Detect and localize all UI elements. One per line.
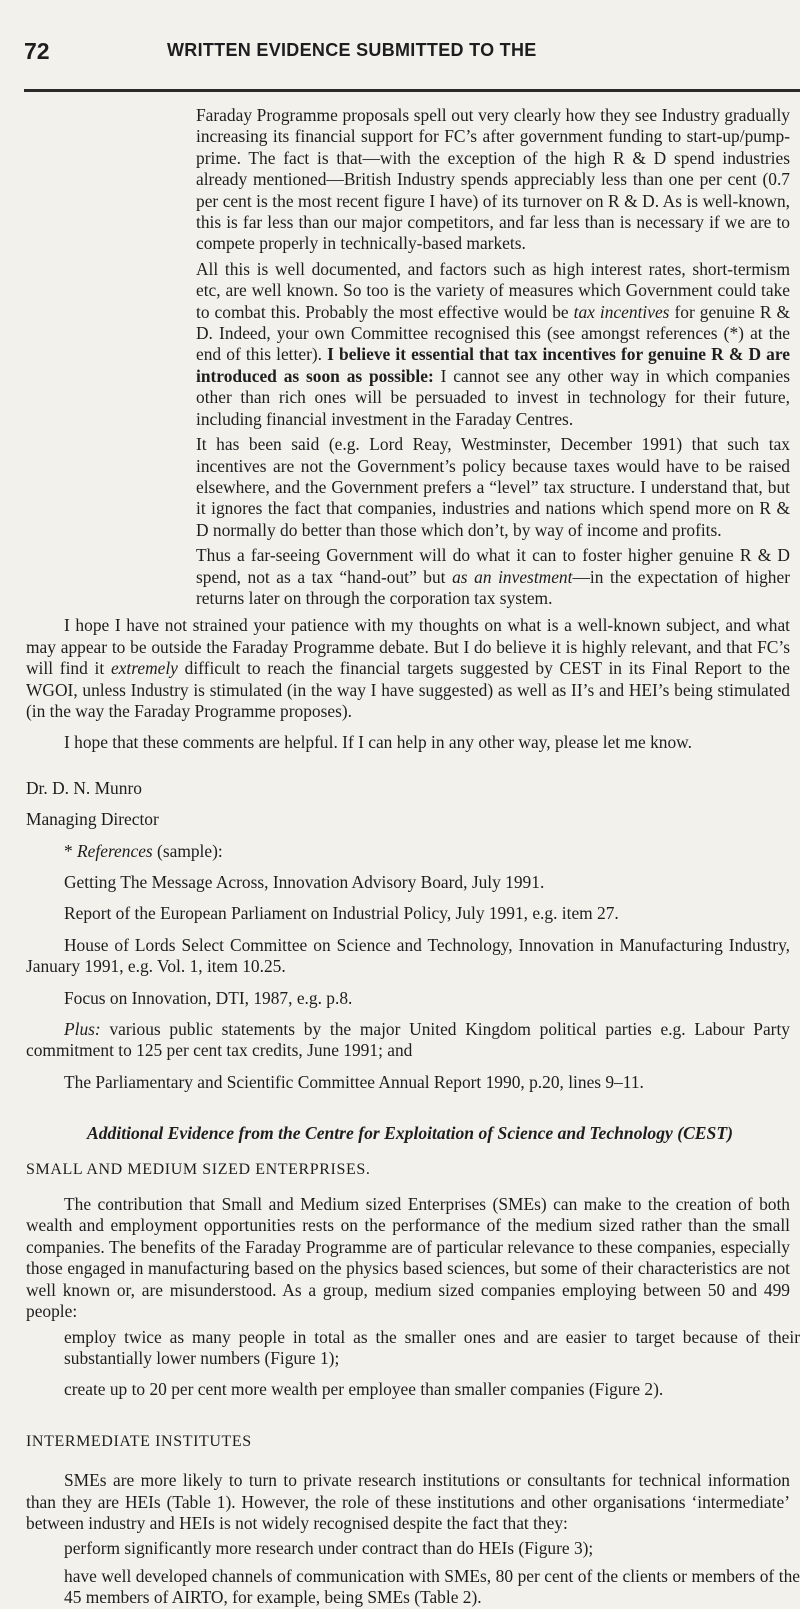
paragraph-government-policy: It has been said (e.g. Lord Reay, Westminster, December 1991) that such tax incentives are not the Government’s policy because taxes would have to be raised elsewhere, and the Government prefers a “level” tax structure. I understand that, but it ignores the fact that companies, industries and nations which spend more on R & D normally do better than those which don’t, by way of income and profits. bbox=[196, 434, 790, 540]
references-label: References bbox=[77, 840, 153, 861]
running-head: WRITTEN EVIDENCE SUBMITTED TO THE bbox=[167, 40, 537, 60]
reference-item: The Parliamentary and Scientific Committee Annual Report 1990, p.20, lines 9–11. bbox=[64, 1071, 644, 1092]
text-run: various public statements by the major United Kingdom political parties e.g. Labour Party commitment to 125 per cent tax credits, June 1991; and bbox=[26, 1019, 790, 1061]
signature-name: Dr. D. N. Munro bbox=[26, 777, 142, 798]
reference-item: Report of the European Parliament on Industrial Policy, July 1991, e.g. item 27. bbox=[64, 903, 619, 924]
cest-heading: Additional Evidence from the Centre for Exploitation of Science and Technology (CEST) bbox=[87, 1123, 733, 1144]
sme-heading: SMALL AND MEDIUM SIZED ENTERPRISES. bbox=[26, 1160, 371, 1178]
text-run: All this is well documented, and factors such as high interest rates, short-termism etc, are well known. So too is the variety of measures which Government could take to combat this. Probably the most effective would be bbox=[196, 258, 790, 322]
emphasis-extremely: extremely bbox=[110, 658, 178, 679]
text-run: Thus a far-seeing Government will do what it can to foster higher genuine R & D spend, not as a tax “hand-out” but bbox=[196, 545, 790, 587]
paragraph-far-seeing bbox=[0, 545, 800, 609]
plus-label: Plus: bbox=[64, 1019, 101, 1040]
emphasis-tax-incentives: tax incentives bbox=[573, 301, 670, 322]
intermediate-bullet: have well developed channels of communication with SMEs, 80 per cent of the clients or members of the 45 members of AIRTO, for example, being SMEs (Table 2). bbox=[64, 1565, 800, 1608]
intermediate-bullet: perform significantly more research under contract than do HEIs (Figure 3); bbox=[64, 1538, 594, 1559]
page-number: 72 bbox=[24, 38, 50, 64]
page-body bbox=[0, 105, 800, 1609]
emphasis-essential: I believe it essential that tax incentives for genuine R & D are introduced as soon as possible: bbox=[196, 344, 790, 386]
text-run: I hope I have not strained your patience with my thoughts on what is a well-known subject, and what may appear to be outside the Faraday Programme debate. But I do believe it is highly relevant, and that FC’s will find it bbox=[26, 615, 790, 679]
header-rule bbox=[24, 89, 800, 92]
text-run: (sample): bbox=[152, 840, 223, 861]
signature-title: Managing Director bbox=[26, 809, 159, 830]
sme-bullet: create up to 20 per cent more wealth per employee than smaller companies (Figure 2). bbox=[64, 1379, 664, 1400]
text-run: difficult to reach the financial targets suggested by CEST in its Final Report to the WGOI, unless Industry is stimulated (in the way I have suggested) as well as II’s and HEI’s being stimulated (in the way the Faraday Programme proposes). bbox=[26, 658, 790, 721]
text-run: for genuine R & D. Indeed, your own Committee recognised this (see amongst references (*) at the end of this letter). bbox=[196, 301, 790, 365]
paragraph-closing: I hope that these comments are helpful. If I can help in any other way, please let me know. bbox=[64, 732, 692, 753]
emphasis-investment: as an investment bbox=[452, 566, 573, 587]
text-run: —in the expectation of higher returns later on through the corporation tax system. bbox=[196, 566, 790, 608]
page-header bbox=[24, 38, 794, 64]
paragraph-tax-incentives bbox=[0, 259, 800, 430]
text-run: I cannot see any other way in which companies other than rich ones will be persuaded to invest in technology for their future, including financial investment in the Faraday Centres. bbox=[196, 365, 790, 429]
reference-item: Getting The Message Across, Innovation Advisory Board, July 1991. bbox=[64, 872, 545, 892]
intermediate-institutes-heading: INTERMEDIATE INSTITUTES bbox=[26, 1432, 252, 1450]
references-heading bbox=[0, 841, 800, 862]
reference-item: Focus on Innovation, DTI, 1987, e.g. p.8. bbox=[64, 987, 353, 1008]
reference-item: House of Lords Select Committee on Science and Technology, Innovation in Manufacturing Industry, January 1991, e.g. Vol. 1, item 10.25. bbox=[26, 934, 790, 977]
paragraph-patience bbox=[0, 615, 800, 722]
paragraph-intermediate: SMEs are more likely to turn to private research institutions or consultants for technical information than they are HEIs (Table 1). However, the role of these institutions and other organisations ‘intermediate’ between industry and HEIs is not widely recognised despite the fact that they: bbox=[26, 1470, 790, 1533]
sme-bullet: employ twice as many people in total as the smaller ones and are easier to target because of their substantially lower numbers (Figure 1); bbox=[64, 1326, 800, 1368]
paragraph-sme-contribution: The contribution that Small and Medium sized Enterprises (SMEs) can make to the creation of both wealth and employment opportunities rests on the performance of the medium sized rather than the small companies. The benefits of the Faraday Programme are of particular relevance to these companies, especially those engaged in manufacturing based on the physics based sciences, but some of their characteristics are not well known or, are misunderstood. As a group, medium sized companies employing between 50 and 499 people: bbox=[26, 1194, 790, 1322]
asterisk: * bbox=[64, 840, 78, 861]
reference-item bbox=[0, 1019, 800, 1062]
paragraph-faraday-proposals: Faraday Programme proposals spell out very clearly how they see Industry gradually increasing its financial support for FC’s after government funding to start-up/pump-prime. The fact is that—with the exception of the high R & D spend industries already mentioned—British Industry spends appreciably less than one per cent (0.7 per cent is the most recent figure I have) of its turnover on R & D. As is well-known, this is far less than our major competitors, and far less than is necessary if we are to compete properly in technically-based markets. bbox=[196, 105, 790, 254]
